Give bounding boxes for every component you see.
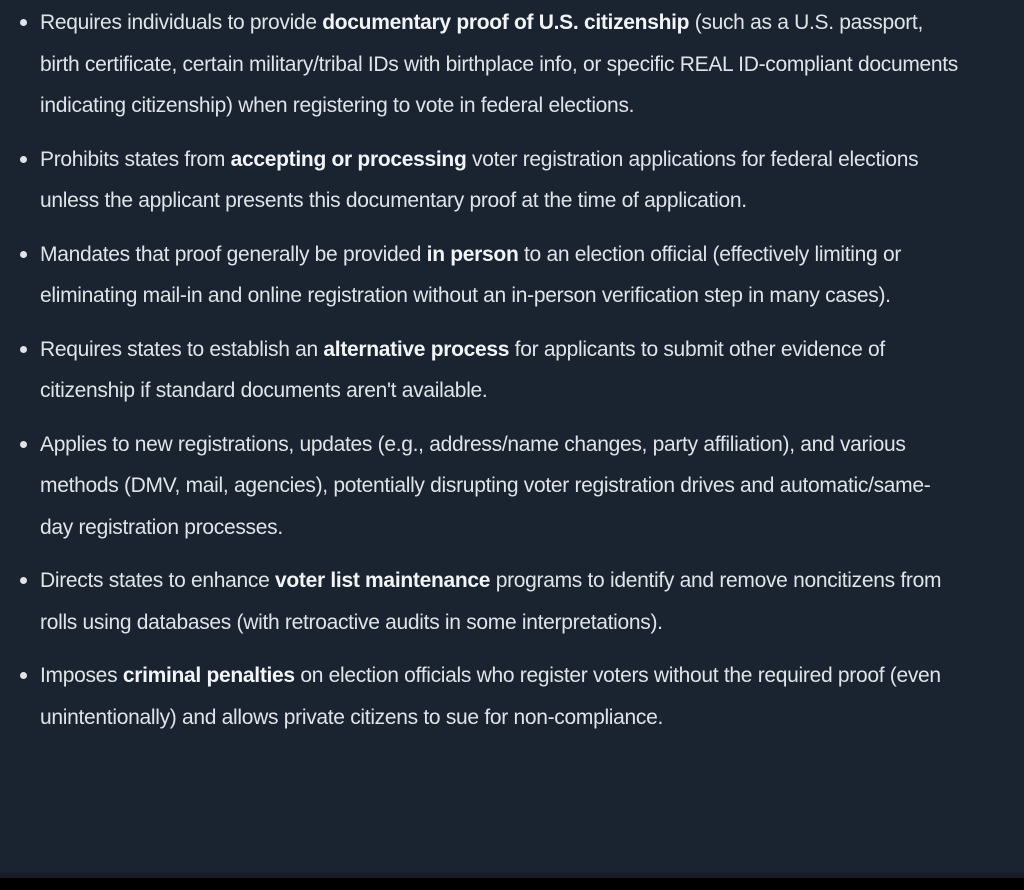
list-item: [0, 139, 990, 222]
list-item-text: for applicants to submit other evidence of citizenship if standard documents aren't available.: [40, 337, 885, 402]
bullet-icon: [20, 441, 27, 448]
list-item-text: programs to identify and remove noncitizens from rolls using databases (with retroactive audits in some interpretations).: [40, 569, 942, 634]
list-item: [0, 424, 990, 549]
list-item-text: (such as a U.S. passport, birth certificate, certain military/tribal IDs with birthplace info, or specific REAL ID-compliant documents indicating citizenship) when registering to vote in federal elections.: [40, 11, 959, 117]
list-item-text: Requires states to establish an: [40, 337, 324, 361]
list-item-bold-text: alternative process: [323, 337, 510, 361]
bottom-edge-bar: [0, 878, 1024, 890]
bullet-icon: [20, 346, 27, 353]
list-item-bold-text: voter list maintenance: [275, 569, 491, 592]
bullet-icon: [20, 156, 27, 163]
bullet-icon: [20, 672, 27, 679]
list-item-text: to an election official (effectively limiting or eliminating mail-in and online registration without an in-person verification step in many cases).: [40, 242, 902, 307]
bottom-fade: [0, 870, 1024, 878]
list-item-text: Imposes: [40, 664, 123, 687]
list-item-text: on election officials who register voters without the required proof (even unintentionally) and allows private citizens to sue for non-compliance.: [40, 664, 941, 729]
list-item: [0, 560, 990, 643]
list-item-bold-text: accepting or processing: [230, 147, 467, 171]
list-item: [0, 234, 990, 317]
list-item-text: Mandates that proof generally be provided: [40, 242, 427, 266]
list-item-bold-text: documentary proof of U.S. citizenship: [322, 11, 690, 34]
bullet-icon: [20, 19, 27, 26]
list-item: [0, 655, 990, 738]
list-item-bold-text: criminal penalties: [122, 664, 295, 687]
list-item-text: Requires individuals to provide: [40, 11, 323, 34]
list-item-text: Directs states to enhance: [40, 569, 275, 592]
bullet-icon: [20, 251, 27, 258]
list-item-text: voter registration applications for federal elections unless the applicant presents this documentary proof at the time of application.: [40, 147, 919, 212]
list-item: [0, 329, 990, 412]
list-item-text: Prohibits states from: [40, 147, 231, 171]
list-item-bold-text: in person: [426, 242, 519, 266]
list-item: [0, 2, 990, 127]
bullet-list: [0, 2, 1024, 738]
list-item-text: Applies to new registrations, updates (e.g., address/name changes, party affiliation), and various methods (DMV, mail, agencies), potentially disrupting voter registration drives and automatic/same-day registration processes.: [40, 432, 931, 539]
bullet-icon: [20, 577, 27, 584]
